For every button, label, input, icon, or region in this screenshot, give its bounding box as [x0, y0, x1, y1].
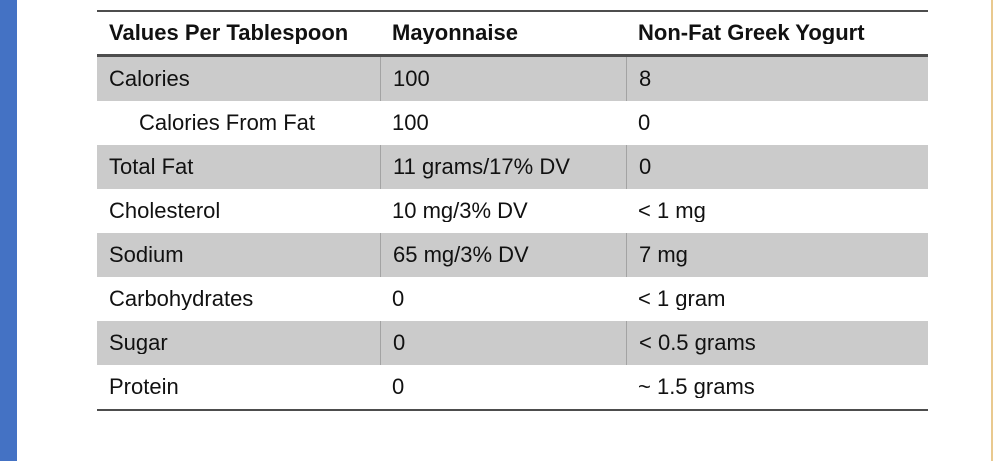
yogurt-value: ~ 1.5 grams: [638, 376, 755, 398]
left-accent-bar: [0, 0, 17, 461]
table-row: [97, 277, 928, 321]
yogurt-value: 0: [626, 145, 928, 189]
row-label: Cholesterol: [109, 200, 221, 222]
row-label: Protein: [109, 376, 179, 398]
yogurt-value: < 1 mg: [638, 200, 706, 222]
yogurt-value: 8: [626, 57, 928, 101]
table-body: [97, 57, 928, 411]
table-row: [97, 365, 928, 409]
mayonnaise-value: 0: [392, 376, 405, 398]
row-label: Sodium: [109, 244, 184, 266]
table-header-row: [97, 10, 928, 57]
mayonnaise-value: 100: [392, 112, 429, 134]
table-row: [97, 189, 928, 233]
mayonnaise-value: 65 mg/3% DV: [380, 233, 626, 277]
yogurt-value: < 1 gram: [638, 288, 726, 310]
right-edge-line: [991, 0, 993, 461]
yogurt-value: < 0.5 grams: [626, 321, 928, 365]
table-row: [97, 321, 928, 365]
row-label: Calories: [109, 68, 190, 90]
mayonnaise-value: 11 grams/17% DV: [380, 145, 626, 189]
row-label: Sugar: [109, 332, 168, 354]
mayonnaise-value: 0: [392, 288, 405, 310]
table-row: [97, 57, 928, 101]
mayonnaise-value: 0: [380, 321, 626, 365]
table-row: [97, 145, 928, 189]
column-header-mayonnaise: Mayonnaise: [392, 22, 518, 44]
row-label: Total Fat: [109, 156, 194, 178]
mayonnaise-value: 100: [380, 57, 626, 101]
row-label: Calories From Fat: [139, 112, 316, 134]
table-row: [97, 101, 928, 145]
mayonnaise-value: 10 mg/3% DV: [392, 200, 528, 222]
column-header-values-per-tablespoon: Values Per Tablespoon: [109, 22, 349, 44]
column-header-nonfat-greek-yogurt: Non-Fat Greek Yogurt: [638, 22, 865, 44]
yogurt-value: 7 mg: [626, 233, 928, 277]
row-label: Carbohydrates: [109, 288, 254, 310]
table-row: [97, 233, 928, 277]
nutrition-comparison-table: [97, 10, 928, 411]
yogurt-value: 0: [638, 112, 651, 134]
